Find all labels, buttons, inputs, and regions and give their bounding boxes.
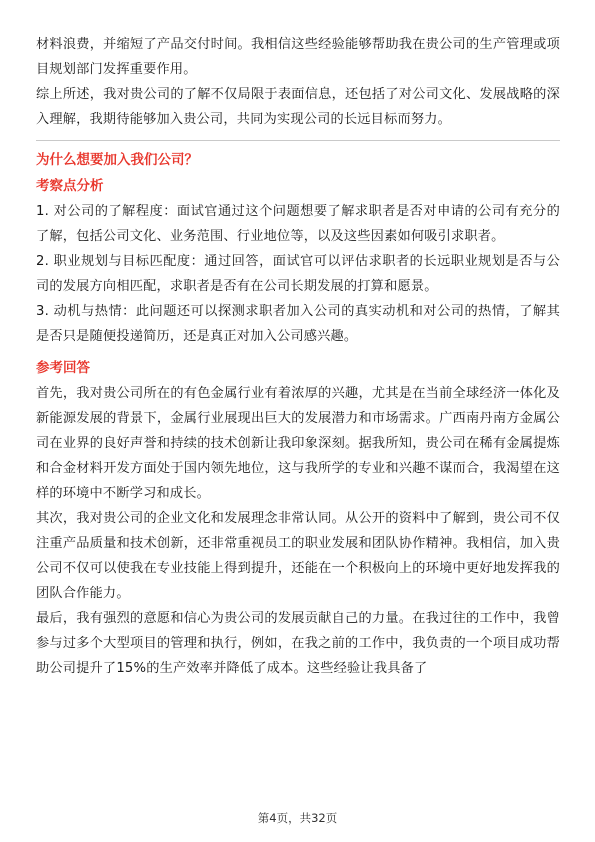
question-title: 为什么想要加入我们公司？ (36, 152, 198, 168)
answer-paragraph-2: 其次，我对贵公司的企业文化和发展理念非常认同。从公开的资料中了解到，贵公司不仅注重产品质量和技术创新，还非常重视员工的职业发展和团队协作精神。我相信，加入贵公司不仅可以使我在专业技能上得到提升，还能在一个积极向上的环境中更好地发挥我的团队合作能力。 (36, 511, 560, 601)
answer-title: 参考回答 (36, 360, 90, 376)
page-number: 第4页，共32页 (257, 811, 338, 825)
answer-paragraph-1: 首先，我对贵公司所在的有色金属行业有着浓厚的兴趣，尤其是在当前全球经济一体化及新能源发展的背景下，金属行业展现出巨大的发展潜力和市场需求。广西南丹南方金属公司在业界的良好声誉和持续的技术创新让我印象深刻。据我所知，贵公司在稀有金属提炼和合金材料开发方面处于国内领先地位，这与我所学的专业和兴趣不谋而合，我渴望在这样的环境中不断学习和成长。 (36, 386, 560, 501)
analysis-item-1: 1. 对公司的了解程度：面试官通过这个问题想要了解求职者是否对申请的公司有充分的了解，包括公司文化、业务范围、行业地位等，以及这些因素如何吸引求职者。 (36, 204, 560, 244)
section-divider (36, 140, 560, 141)
analysis-item-3: 3. 动机与热情：此问题还可以探测求职者加入公司的真实动机和对公司的热情，了解其是否只是随便投递简历，还是真正对加入公司感兴趣。 (36, 304, 560, 344)
answer-paragraph-3: 最后，我有强烈的意愿和信心为贵公司的发展贡献自己的力量。在我过往的工作中，我曾参与过多个大型项目的管理和执行，例如，在我之前的工作中，我负责的一个项目成功帮助公司提升了15%的生产效率并降低了成本。这些经验让我具备了 (36, 611, 560, 676)
analysis-title: 考察点分析 (36, 178, 104, 194)
page-content (36, 32, 560, 681)
intro-paragraph-2: 综上所述，我对贵公司的了解不仅局限于表面信息，还包括了对公司文化、发展战略的深入理解，我期待能够加入贵公司，共同为实现公司的长远目标而努力。 (36, 87, 560, 127)
analysis-item-2: 2. 职业规划与目标匹配度：通过回答，面试官可以评估求职者的长远职业规划是否与公司的发展方向相匹配，求职者是否有在公司长期发展的打算和愿景。 (36, 254, 560, 294)
intro-paragraph-1: 材料浪费，并缩短了产品交付时间。我相信这些经验能够帮助我在贵公司的生产管理或项目规划部门发挥重要作用。 (36, 37, 560, 77)
